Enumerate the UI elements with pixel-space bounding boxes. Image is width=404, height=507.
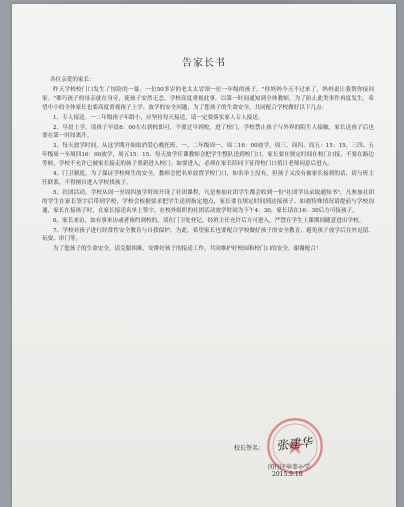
paragraph-3: 3、每天放学时间，从这学期开始取消爱心晚托班，一、二年级周一、周二16：00放学，周三、周四、周五：15：15，三四、五年级周一至周四16：00放学，周五15：15。每天放学任课教师会把学生整队送到校门口，家长要在规定时间在校门口接，不要在路边等候，学校不允许已被家长接走的孩子重新进入校门。如要进入，必须在家长陪同下征得校门口值日老师同意后进入。: [42, 143, 374, 168]
salutation: 各位亲爱的家长：: [50, 77, 95, 83]
signature-area: [216, 407, 356, 477]
paragraph-1: 1、专人接送。一二年级孩子年龄小，应坚持每天接送，请一定要落实家人专人接送。: [53, 114, 264, 121]
letter-paper: [12, 4, 396, 507]
principal-sign-label: 校长签名：: [234, 445, 265, 452]
paragraph-intro: 昨天学校校门口发生了惊险的一幕，一位50多岁的老太太冒领一位一年级的孩子，"你妈妈今天不过来了，妈妈说让我帮你接回家。"璀巧孩子的母亲就在身旁，使孩子安然无恙。学校高度重视此事，以第一时间通知到全体教师，为了防止此类事件再度发生，希望中小的全体家长也要高度重视孩子上学、放学的安全问题，为了您孩子的生命安全，共同配合学校做好以下几点：: [42, 86, 374, 111]
letter-body: [42, 76, 374, 255]
letter-date: 2015.9.18: [272, 471, 303, 478]
school-name: 闵行区申莘小学: [268, 464, 311, 471]
principal-signature: 张建华: [275, 435, 313, 453]
paragraph-closing: 为了您孩子的生命安全，请克服困难，安排好孩子的接送工作，共同维护好校园和校门口的安全，谢谢配合！: [53, 246, 322, 253]
paragraph-5: 5、社团活动。学校从周一至周四放学时间开设了社团课程，凡是参加社团学生都会收到一份"社团学员录取通知书"，凡参加社团的学生在家长签字后带到学校，学校会根据要求把学生送到指定地点，家长要在规定时间到达接孩子。如遇特殊情况请提前与学校沟通，家长在接孩子时，在家长接送名单上签字，在校外组织的社团活动放学时间为下午4：30，家长请在16：30后方可接孩子。: [42, 189, 374, 214]
paragraph-4: 4、门卫制度。为了保证学校师生的安全，教师会把名单放置学校门口，如名单上没有，但孩子又没有被家长接到的话，请与班主任联系，不得擅自进入学校找孩子。: [42, 171, 374, 186]
paragraph-7: 7、学校对孩子进行经常性安全教育与自我保护，为此，希望家长也要配合学校做好孩子的安全教育，避免孩子放学后在外逗留、玩耍、串门等。: [42, 227, 374, 243]
paragraph-2: 2、早晨上学，请孩子早晨8：00左右到校即可，不要过早到校。进了校门，学校禁止孩子与外界的陌生人接触，家长送孩子后也要在第一时间离开。: [42, 124, 374, 140]
letter-title: 告家长书: [182, 58, 226, 69]
paragraph-6: 6、家长来访，如有事来访或者预约到校的，请在门卫处登记，经班主任允许后方可进入，严禁在学生上课期间随意进出学校。: [53, 217, 365, 224]
